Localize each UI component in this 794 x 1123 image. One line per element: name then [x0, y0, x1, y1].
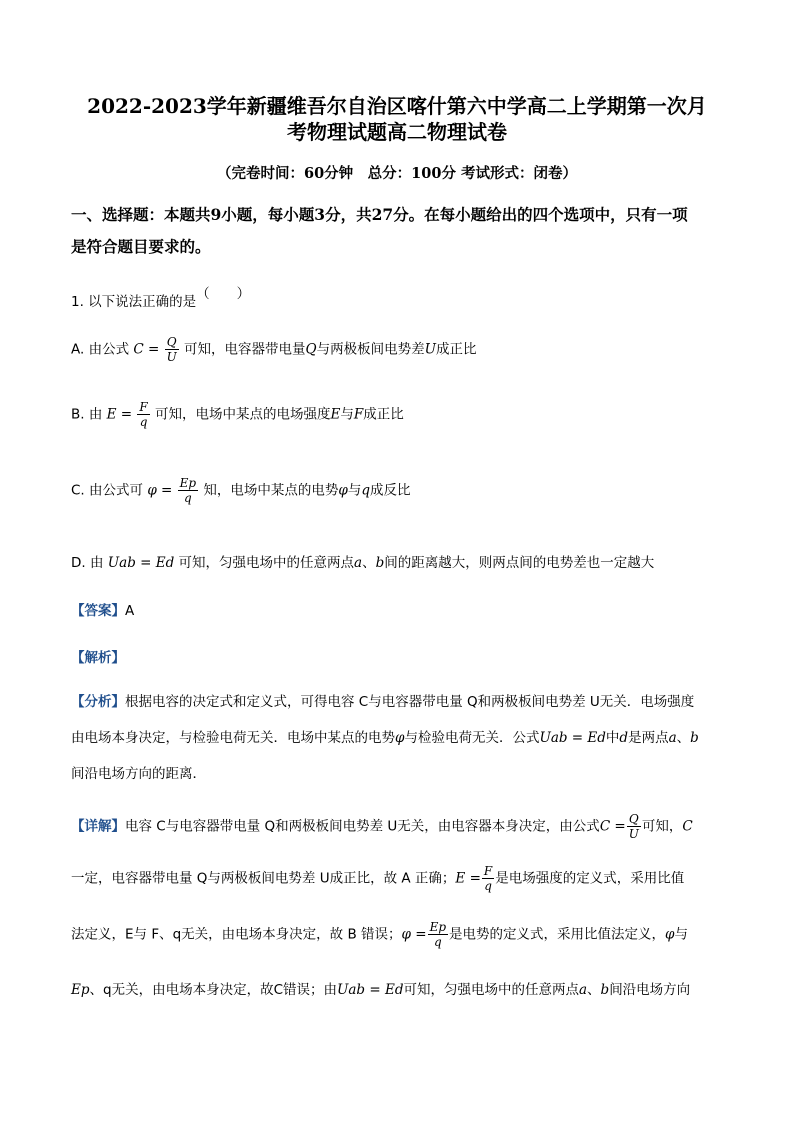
var-q: Q: [305, 341, 317, 358]
formula-lhs: C =: [599, 818, 626, 835]
option-a-mid: 与两极板间电势差: [316, 341, 425, 358]
option-b-prefix: B. 由: [71, 406, 103, 423]
var-phi: φ: [665, 926, 675, 943]
var-u: U: [424, 341, 437, 358]
fraction-denominator: q: [484, 879, 492, 893]
fraction-denominator: q: [184, 491, 192, 505]
var-phi: φ: [338, 482, 348, 499]
detail-text-2b: 是电场强度的定义式，采用比值: [495, 870, 685, 887]
detail-line-2: [71, 864, 731, 893]
var-a: a: [354, 555, 363, 571]
option-d-end: 间的距离越大，则两点间的电势差也一定越大: [384, 555, 655, 571]
option-d-formula: Uab = Ed: [107, 555, 175, 571]
detail-line-1: [71, 812, 731, 841]
var-a: a: [578, 982, 588, 998]
detail-text-1b: 可知，: [641, 818, 683, 835]
analysis-line: [71, 646, 731, 666]
option-a-prefix: A. 由公式: [71, 341, 130, 358]
fenxi-text-2a: 由电场本身决定，与检验电荷无关．电场中某点的电势: [71, 730, 395, 746]
option-b-lhs: E =: [106, 406, 133, 423]
option-a-lhs: C =: [133, 341, 160, 358]
analysis-label: 【解析】: [71, 650, 125, 666]
fenxi-line-1: [71, 690, 731, 710]
var-phi: φ: [395, 730, 405, 746]
option-d-suffix: 可知，匀强电场中的任意两点: [178, 555, 355, 571]
question-1-stem: [71, 286, 731, 310]
separator: 、: [676, 730, 691, 746]
detail-text-4a: 、q无关，由电场本身决定，故C错误；由: [89, 982, 337, 998]
detail-fraction-1: [627, 812, 641, 841]
detail-text-3c: 与: [674, 926, 688, 943]
var-ep: Ep: [71, 982, 90, 998]
var-f: F: [353, 406, 364, 423]
fraction-numerator: Ep: [429, 920, 447, 934]
var-e: E: [330, 406, 341, 423]
fraction-numerator: Q: [165, 335, 179, 350]
answer-label: 【答案】: [71, 603, 125, 619]
detail-text-3a: 法定义，E与 F、q无关，由电场本身决定，故 B 错误；: [71, 926, 402, 943]
separator: 、: [587, 982, 601, 998]
answer-blank: （ ）: [196, 286, 251, 302]
answer-value: A: [125, 603, 135, 619]
section-heading-line-1: 一、选择题：本题共9小题，每小题3分，共27分。在每小题给出的四个选项中，只有一项: [71, 205, 688, 224]
detail-fraction-3: [428, 920, 448, 949]
option-a: [71, 335, 731, 364]
detail-line-3: [71, 920, 731, 949]
fraction-denominator: U: [166, 350, 177, 364]
answer-line: [71, 599, 731, 619]
detail-label: 【详解】: [71, 818, 125, 835]
fenxi-text-1: 根据电容的决定式和定义式，可得电容 C与电容器带电量 Q和两极板间电势差 U无关．电场强度: [125, 694, 695, 710]
option-c-prefix: C. 由公式可: [71, 482, 144, 499]
fenxi-line-3: 间沿电场方向的距离．: [71, 766, 206, 782]
detail-fraction-2: [482, 864, 494, 893]
option-a-end: 成正比: [436, 341, 477, 358]
formula-uab: Uab = Ed: [337, 982, 404, 998]
option-a-fraction: [165, 335, 179, 364]
option-a-suffix: 可知，电容器带电量: [184, 341, 306, 358]
formula-lhs: E =: [455, 870, 481, 887]
var-b: b: [600, 982, 610, 998]
question-stem-text: 1. 以下说法正确的是: [71, 294, 197, 310]
exam-info: （完卷时间：60分钟 总分：100分 考试形式：闭卷）: [217, 165, 577, 182]
fenxi-line-2: [71, 726, 731, 746]
title-line-1: 2022-2023学年新疆维吾尔自治区喀什第六中学高二上学期第一次月: [87, 94, 707, 118]
option-b: [71, 400, 731, 429]
var-q-small: q: [361, 482, 371, 499]
fenxi-text-2e: 是两点: [628, 730, 669, 746]
formula-uab: Uab = Ed: [539, 730, 606, 746]
option-b-mid: 与: [340, 406, 354, 423]
fraction-numerator: F: [483, 864, 493, 878]
detail-text-2a: 一定，电容器带电量 Q与两极板间电势差 U成正比，故 A 正确；: [71, 870, 456, 887]
formula-lhs: φ =: [401, 926, 427, 943]
option-d: [71, 551, 731, 571]
detail-text-1a: 电容 C与电容器带电量 Q和两极板间电势差 U无关，由电容器本身决定，由公式: [125, 818, 600, 835]
option-c-suffix: 知，电场中某点的电势: [203, 482, 339, 499]
option-c-fraction: [178, 476, 198, 505]
detail-text-4c: 间沿电场方向: [609, 982, 691, 998]
fraction-numerator: Q: [627, 812, 641, 827]
fenxi-label: 【分析】: [71, 694, 125, 710]
detail-text-4b: 可知，匀强电场中的任意两点: [403, 982, 579, 998]
var-a: a: [668, 730, 677, 746]
option-c-end: 成反比: [370, 482, 411, 499]
option-d-sep: 、: [362, 555, 376, 571]
fraction-numerator: F: [139, 400, 148, 414]
option-c-lhs: φ =: [147, 482, 173, 499]
detail-line-4: [71, 978, 731, 998]
option-c-mid: 与: [347, 482, 362, 499]
fraction-denominator: q: [139, 415, 148, 429]
var-d: d: [619, 730, 629, 746]
option-c: [71, 476, 731, 505]
option-b-fraction: [137, 400, 149, 429]
section-heading-line-2: 是符合题目要求的。: [71, 237, 211, 256]
fraction-denominator: q: [433, 935, 442, 949]
fenxi-text-2c: 中: [605, 730, 620, 746]
var-b: b: [690, 730, 699, 746]
var-b: b: [375, 555, 385, 571]
title-line-2: 考物理试题高二物理试卷: [287, 120, 507, 144]
fenxi-text-2b: 与检验电荷无关．公式: [404, 730, 540, 746]
option-d-prefix: D. 由: [71, 555, 104, 571]
var-c: C: [682, 818, 693, 835]
detail-text-3b: 是电势的定义式，采用比值法定义，: [449, 926, 666, 943]
option-b-end: 成正比: [363, 406, 404, 423]
fraction-denominator: U: [628, 827, 639, 841]
fraction-numerator: Ep: [179, 476, 197, 490]
option-b-suffix: 可知，电场中某点的电场强度: [155, 406, 331, 423]
